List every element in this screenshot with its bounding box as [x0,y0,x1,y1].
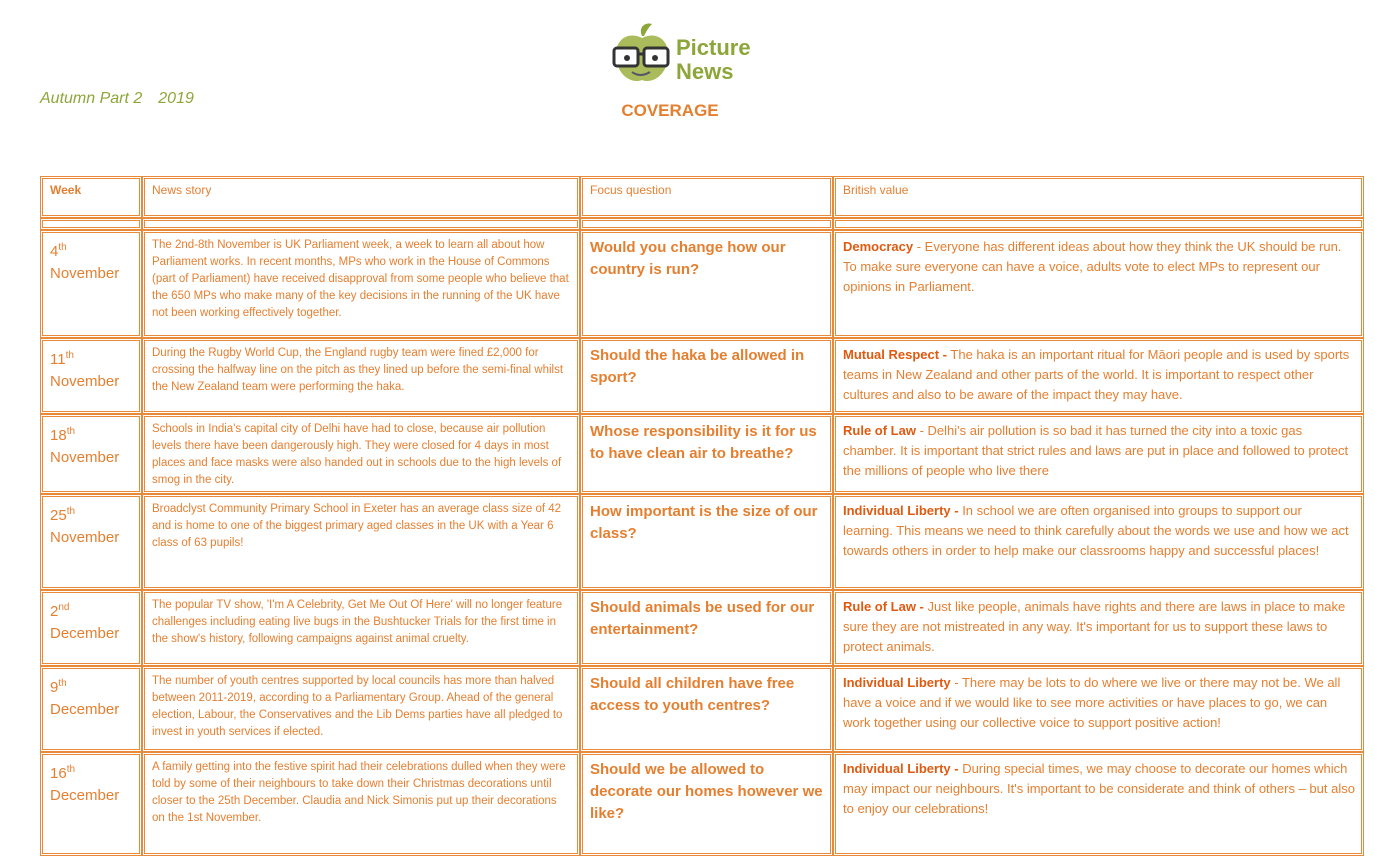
week-cell: 11th November [40,338,142,414]
focus-question-cell: Would you change how our country is run? [580,230,833,338]
news-story-cell: Broadclyst Community Primary School in Exeter has an average class size of 42 and is home to one of the biggest primary aged classes in the UK with a Year 6 class of 63 pupils! [142,494,580,590]
week-cell: 9th December [40,666,142,752]
table-row [40,414,1364,494]
table-row [40,752,1364,856]
british-value-cell: Individual Liberty - There may be lots to do where we live or there may not be. We all have a voice and if we would like to see more activities or have places to go, we can work together using our collective voice to support positive action! [833,666,1364,752]
table-row [40,230,1364,338]
table-row [40,590,1364,666]
focus-question-cell: Should animals be used for our entertainment? [580,590,833,666]
table-row [40,666,1364,752]
focus-question-cell: Should we be allowed to decorate our homes however we like? [580,752,833,856]
focus-question-cell: How important is the size of our class? [580,494,833,590]
table-row [40,338,1364,414]
apple-glasses-icon [612,22,676,88]
british-value-cell: Individual Liberty - During special times, we may choose to decorate our homes which may impact our neighbours. It's important to be considerate and think of others – but also to enjoy our celebrations! [833,752,1364,856]
picture-news-logo [612,22,762,88]
header-separator [40,218,1364,230]
british-value-cell: Mutual Respect - The haka is an important ritual for Māori people and is used by sports teams in New Zealand and other parts of the world. It is important to respect other cultures and also to be aware of the impact they may have. [833,338,1364,414]
term-year: 2019 [158,90,194,107]
column-header-news-story: News story [142,176,580,218]
logo-word-news: News [676,59,734,84]
news-story-cell: The popular TV show, 'I'm A Celebrity, Get Me Out Of Here' will no longer feature challenges including eating live bugs in the Bushtucker Trials for the first time in the show's history, following campaigns against animal cruelty. [142,590,580,666]
british-value-cell: Rule of Law - Delhi's air pollution is so bad it has turned the city into a toxic gas chamber. It is important that strict rules and laws are put in place and followed to protect the millions of people who live there [833,414,1364,494]
term-name: Autumn Part 2 [40,90,143,107]
focus-question-cell: Should the haka be allowed in sport? [580,338,833,414]
column-header-week: Week [40,176,142,218]
british-value-cell: Democracy - Everyone has different ideas about how they think the UK should be run. To make sure everyone can have a voice, adults vote to elect MPs to represent our opinions in Parliament. [833,230,1364,338]
week-cell: 25th November [40,494,142,590]
coverage-table [40,176,1364,856]
term-label [40,90,210,108]
week-cell: 4th November [40,230,142,338]
week-cell: 18th November [40,414,142,494]
news-story-cell: The 2nd-8th November is UK Parliament week, a week to learn all about how Parliament works. In recent months, MPs who work in the House of Commons (part of Parliament) have received disapproval from some people who believe that the 650 MPs who make many of the key decisions in the running of the UK have not been working effectively together. [142,230,580,338]
table-header-row [40,176,1364,218]
news-story-cell: Schools in India's capital city of Delhi have had to close, because air pollution levels there have been dangerously high. They were closed for 4 days in most places and face masks were also handed out in schools due to the high levels of smog in the city. [142,414,580,494]
table-row [40,494,1364,590]
column-header-british-value: British value [833,176,1364,218]
column-header-focus-question: Focus question [580,176,833,218]
logo-word-picture: Picture [676,35,751,60]
news-story-cell: The number of youth centres supported by local councils has more than halved between 2011-2019, according to a Parliamentary Group. Ahead of the general election, Labour, the Conservatives and the Lib Dems parties have all pledged to invest in youth services if elected. [142,666,580,752]
news-story-cell: A family getting into the festive spirit had their celebrations dulled when they were told by some of their neighbours to take down their Christmas decorations until closer to the 25th December. Claudia and Nick Simonis put up their decorations on the 1st November. [142,752,580,856]
week-cell: 2nd December [40,590,142,666]
news-story-cell: During the Rugby World Cup, the England rugby team were fined £2,000 for crossing the halfway line on the pitch as they lined up before the semi-final whilst the New Zealand team were performing the haka. [142,338,580,414]
british-value-cell: Rule of Law - Just like people, animals have rights and there are laws in place to make sure they are not mistreated in any way. It's important for us to support these laws to protect animals. [833,590,1364,666]
logo-wordmark [676,36,751,84]
british-value-cell: Individual Liberty - In school we are often organised into groups to support our learning. This means we need to think carefully about the words we use and how we act towards others in order to help make our classrooms happy and successful places! [833,494,1364,590]
page-title: COVERAGE [621,101,719,120]
focus-question-cell: Whose responsibility is it for us to have clean air to breathe? [580,414,833,494]
week-cell: 16th December [40,752,142,856]
focus-question-cell: Should all children have free access to youth centres? [580,666,833,752]
